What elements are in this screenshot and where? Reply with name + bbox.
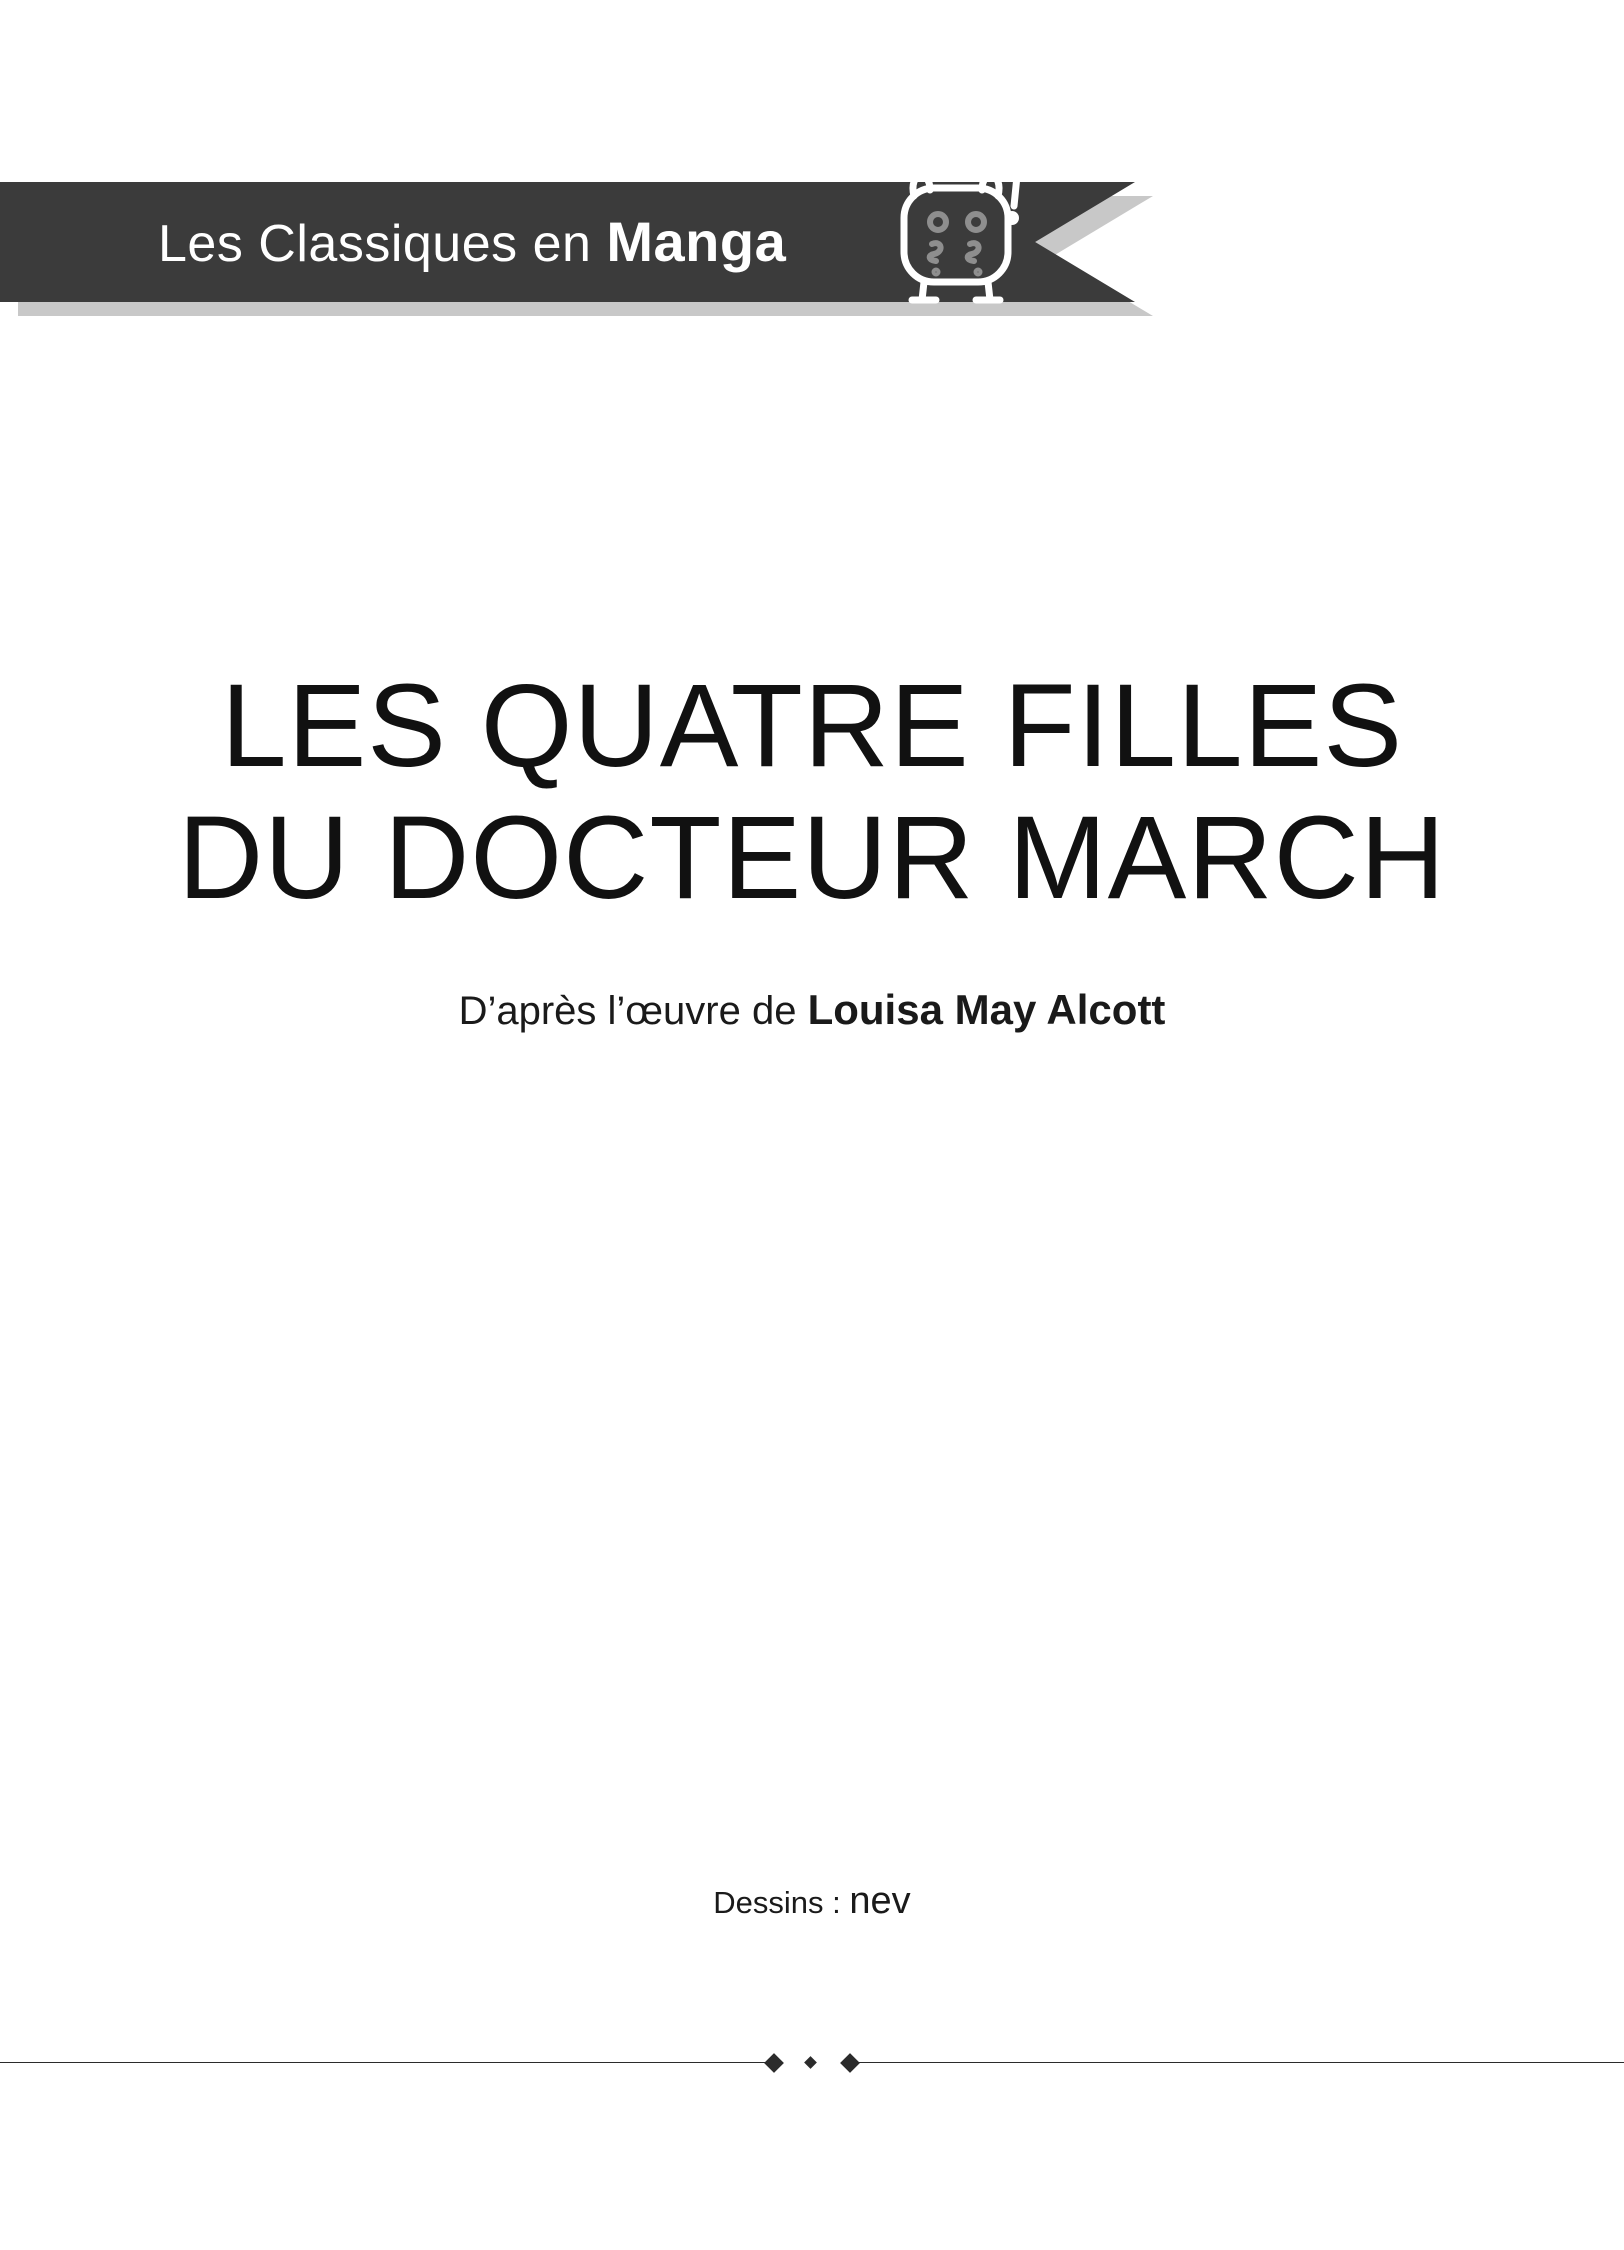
credits-artist: nev (849, 1880, 911, 1922)
page-title-line-1: LES QUATRE FILLES (220, 660, 1404, 792)
subtitle-author: Louisa May Alcott (807, 986, 1166, 1034)
footer-divider (0, 2048, 1624, 2078)
credits (0, 1880, 1624, 1923)
manga-mascot-icon (878, 150, 1038, 350)
page-title-line-2: DU DOCTEUR MARCH (177, 792, 1447, 925)
diamond-right (840, 2053, 860, 2073)
credits-label: Dessins : (713, 1885, 850, 1920)
banner-prefix: Les Classiques en (158, 215, 607, 273)
diamond-center (804, 2056, 817, 2069)
divider-line-right (854, 2062, 1624, 2063)
subtitle-prefix: D’après l’œuvre de (458, 989, 808, 1034)
title-block (0, 660, 1624, 1034)
diamond-divider-icon (765, 2048, 859, 2078)
banner-text (158, 182, 786, 302)
subtitle (0, 986, 1624, 1034)
divider-line-left (0, 2062, 770, 2063)
diamond-left (764, 2053, 784, 2073)
banner-strong: Manga (606, 210, 787, 273)
